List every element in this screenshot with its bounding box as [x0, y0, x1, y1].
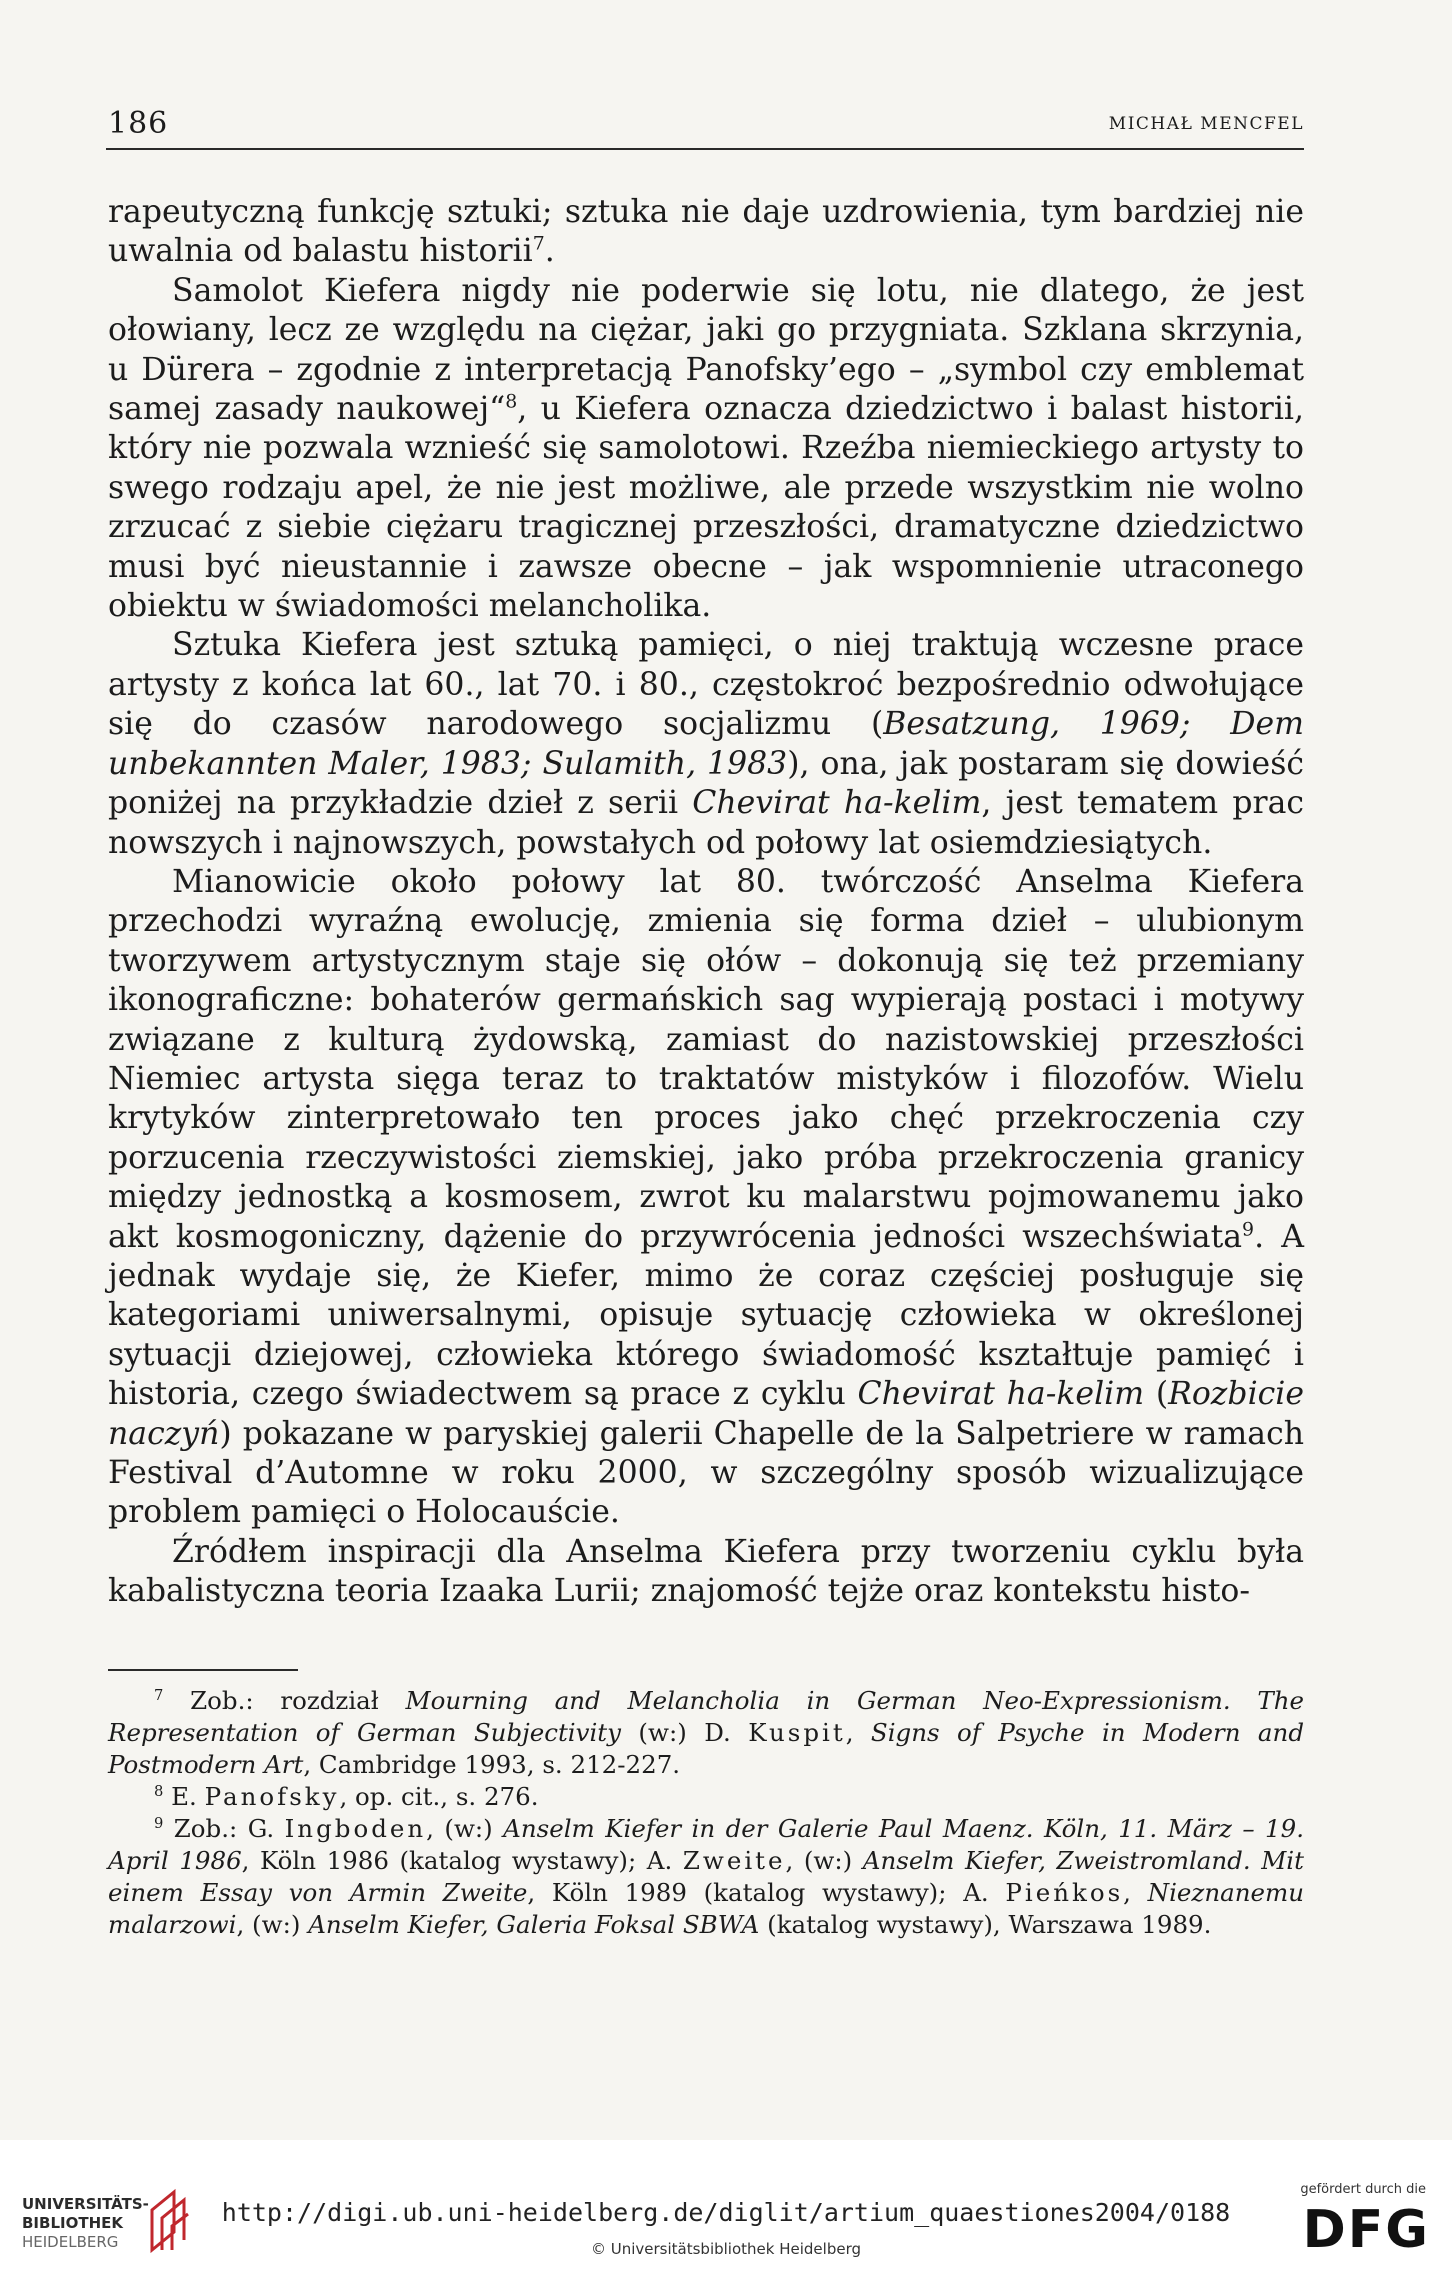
paragraph-5: Źródłem inspiracji dla Anselma Kiefera przy tworzeniu cyklu była kabalistyczna teoria Izaaka Lurii; znajomość tejże oraz kontekstu histo- [108, 1533, 1304, 1610]
dfg-logo: DFG [1302, 2200, 1430, 2260]
footnotes [108, 1685, 1304, 1941]
permalink-url[interactable]: http://digi.ub.uni-heidelberg.de/diglit/artium_quaestiones2004/0188 [221, 2198, 1231, 2227]
copyright-notice: © Universitätsbibliothek Heidelberg [590, 2240, 861, 2258]
paragraph-1: rapeutyczną funkcję sztuki; sztuka nie daje uzdrowienia, tym bardziej nie uwalnia od balastu historii$^7$. [108, 194, 1304, 270]
main-text [108, 193, 1304, 1612]
footnote-8: $^8$ E. Panofsky, op. cit., s. 276. [154, 1782, 539, 1811]
footnote-ref-9[interactable]: 9 [1242, 1218, 1255, 1241]
paragraph-3: Sztuka Kiefera jest sztuką pamięci, o niej traktują wczesne prace artysty z końca lat 60., lat 70. i 80., częstokroć bezpośrednio odwołujące się do czasów narodowego socjalizmu (Besatzung, 1969; Dem unbekannten Maler, 1983; Sulamith, 1983), ona, jak postaram się dowieść poniżej na przykładzie dzieł z serii Chevirat ha-kelim, jest tematem prac nowszych i najnowszych, powstałych od połowy lat osiemdziesiątych. [108, 627, 1305, 861]
page-header [106, 100, 1304, 150]
footnote-ref-8[interactable]: 8 [505, 390, 518, 413]
paragraph-4: Mianowicie około połowy lat 80. twórczość Anselma Kiefera przechodzi wyraźną ewolucję, zmienia się forma dzieł – ulubionym tworzywem artystycznym staje się ołów – dokonują się też przemiany ikonograficzne: bohaterów germańskich sag wypierają postaci i motywy związane z kulturą żydowską, zamiast do nazistowskiej przeszłości Niemiec artysta sięga teraz to traktatów mistyków i filozofów. Wielu krytyków zinterpretowało ten proces jako chęć przekroczenia czy porzucenia rzeczywistości ziemskiej, jako próba przekroczenia granicy między jednostką a kosmosem, zwrot ku malarstwu pojmowanemu jako akt kosmogoniczny, dążenie do przywrócenia jedności wszechświata$^9$. A jednak wydaje się, że Kiefer, mimo że coraz częściej posługuje się kategoriami uniwersalnymi, opisuje sytuację człowieka w określonej sytuacji dziejowej, człowieka którego świadomość kształtuje pamięć i historia, czego świadectwem są prace z cyklu Chevirat ha-kelim (Rozbicie naczyń) pokazane w paryskiej galerii Chapelle de la Salpetriere w ramach Festival d’Automne w roku 2000, w szczególny sposób wizualizujące problem pamięci o Holocauście. [108, 863, 1304, 1531]
footnote-9: $^9$ Zob.: G. Ingboden, (w:) Anselm Kiefer in der Galerie Paul Maenz. Köln, 11. März – 19. April 1986, Köln 1986 (katalog wystawy); A. Zweite, (w:) Anselm Kiefer, Zweistromland. Mit einem Essay von Armin Zweite, Köln 1989 (katalog wystawy); A. Pieńkos, Nieznanemu malarzowi, (w:) Anselm Kiefer, Galeria Foksal SBWA (katalog wystawy), Warszawa 1989. [108, 1814, 1304, 1939]
footnote-7: $^7$ Zob.: rozdział Mourning and Melancholia in German Neo-Expressionism. The Representation of German Subjectivity (w:) D. Kuspit, Signs of Psyche in Modern and Postmodern Art, Cambridge 1993, s. 212-227. [108, 1686, 1305, 1779]
funding-caption: gefördert durch die [1300, 2182, 1426, 2197]
page-number: 186 [108, 106, 169, 141]
paragraph-2: Samolot Kiefera nigdy nie poderwie się lotu, nie dlatego, że jest ołowiany, lecz ze względu na ciężar, jaki go przygniata. Szklana skrzynia, u Dürera – zgodnie z interpretacją Panofsky’ego – „symbol czy emblemat samej zasady naukowej“$^8$, u Kiefera oznacza dziedzictwo i balast historii, który nie pozwala wznieść się samolotowi. Rzeźba niemieckiego artysty to swego rodzaju apel, że nie jest możliwe, ale przede wszystkim nie wolno zrzucać z siebie ciężaru tragicznej przeszłości, dramatyczne dziedzictwo musi być nieustannie i zawsze obecne – jak wspomnienie utraconego obiektu w świadomości melancholika. [108, 272, 1304, 625]
footnote-ref-7[interactable]: 7 [532, 232, 545, 255]
footnote-divider [108, 1669, 298, 1671]
digitization-footer [0, 2140, 1452, 2269]
library-name: UNIVERSITÄTS- BIBLIOTHEK HEIDELBERG [22, 2195, 149, 2251]
running-head-author: MICHAŁ MENCFEL [1108, 114, 1304, 134]
